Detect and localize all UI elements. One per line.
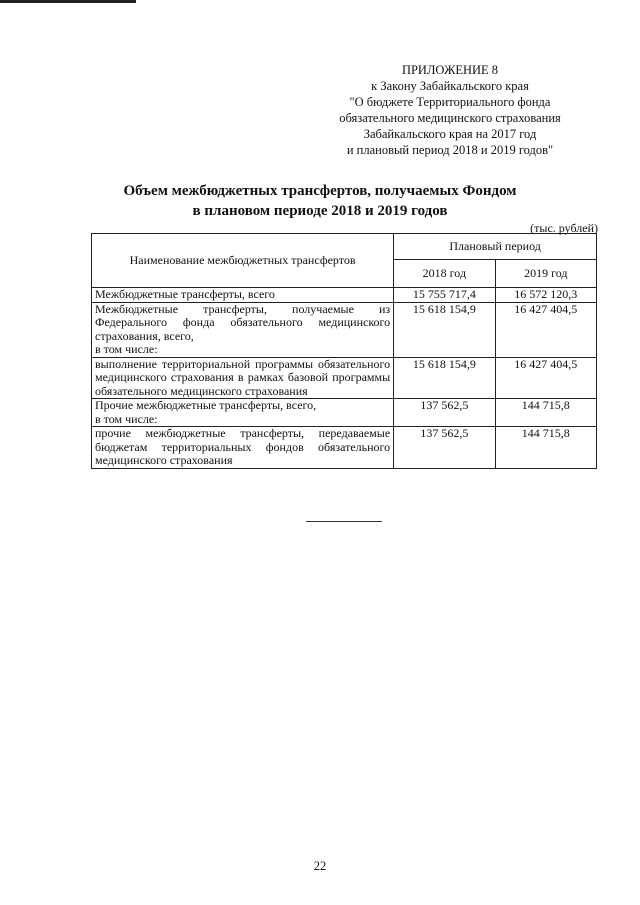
- table-row: [92, 288, 597, 303]
- row-value-2019: 16 427 404,5: [495, 357, 596, 399]
- scan-edge-mark: [0, 0, 136, 3]
- appendix-line: обязательного медицинского страхования: [339, 111, 561, 125]
- appendix-line: и плановый период 2018 и 2019 годов": [346, 143, 554, 157]
- appendix-line: Забайкальского края на 2017 год: [363, 127, 537, 141]
- table-row: [92, 302, 597, 357]
- end-rule: [306, 521, 382, 522]
- row-value-2018: 137 562,5: [394, 427, 495, 469]
- row-value-2018: 15 755 717,4: [394, 288, 495, 303]
- header-year-2018: 2018 год: [394, 260, 495, 288]
- row-value-2019: 144 715,8: [495, 427, 596, 469]
- table-row: [92, 427, 597, 469]
- row-value-2019: 144 715,8: [495, 399, 596, 427]
- header-period: Плановый период: [394, 234, 597, 260]
- title-line: в плановом периоде 2018 и 2019 годов: [192, 203, 448, 219]
- row-name: [92, 302, 394, 357]
- document-title: [110, 181, 530, 221]
- row-name-text: Межбюджетные трансферты, получаемые из Федерального фонда обязательного медицинского страхования, всего,: [95, 301, 391, 343]
- appendix-line: "О бюджете Территориального фонда: [349, 95, 551, 109]
- header-name: Наименование межбюджетных трансфертов: [92, 234, 394, 288]
- row-value-2019: 16 572 120,3: [495, 288, 596, 303]
- row-name: прочие межбюджетные трансферты, передаваемые бюджетам территориальных фондов обязательного медицинского страхования: [92, 427, 394, 469]
- row-value-2018: 15 618 154,9: [394, 357, 495, 399]
- title-line: Объем межбюджетных трансфертов, получаемых Фондом: [123, 183, 517, 199]
- row-name-extra: в том числе:: [95, 342, 158, 356]
- row-name-text: Прочие межбюджетные трансферты, всего,: [95, 398, 317, 412]
- row-name: Межбюджетные трансферты, всего: [92, 288, 394, 303]
- row-name: выполнение территориальной программы обязательного медицинского страхования в рамках базовой программы обязательного медицинского страхования: [92, 357, 394, 399]
- row-value-2018: 137 562,5: [394, 399, 495, 427]
- transfers-table: [91, 233, 597, 469]
- appendix-block: [320, 62, 580, 158]
- row-value-2018: 15 618 154,9: [394, 302, 495, 357]
- row-value-2019: 16 427 404,5: [495, 302, 596, 357]
- appendix-line: к Закону Забайкальского края: [371, 79, 529, 93]
- units-note: (тыс. рублей): [530, 221, 598, 235]
- appendix-heading: ПРИЛОЖЕНИЕ 8: [401, 63, 499, 77]
- row-name: [92, 399, 394, 427]
- header-year-2019: 2019 год: [495, 260, 596, 288]
- row-name-extra: в том числе:: [95, 411, 158, 426]
- page-number: 22: [313, 859, 327, 873]
- table-row: [92, 357, 597, 399]
- table-row: [92, 399, 597, 427]
